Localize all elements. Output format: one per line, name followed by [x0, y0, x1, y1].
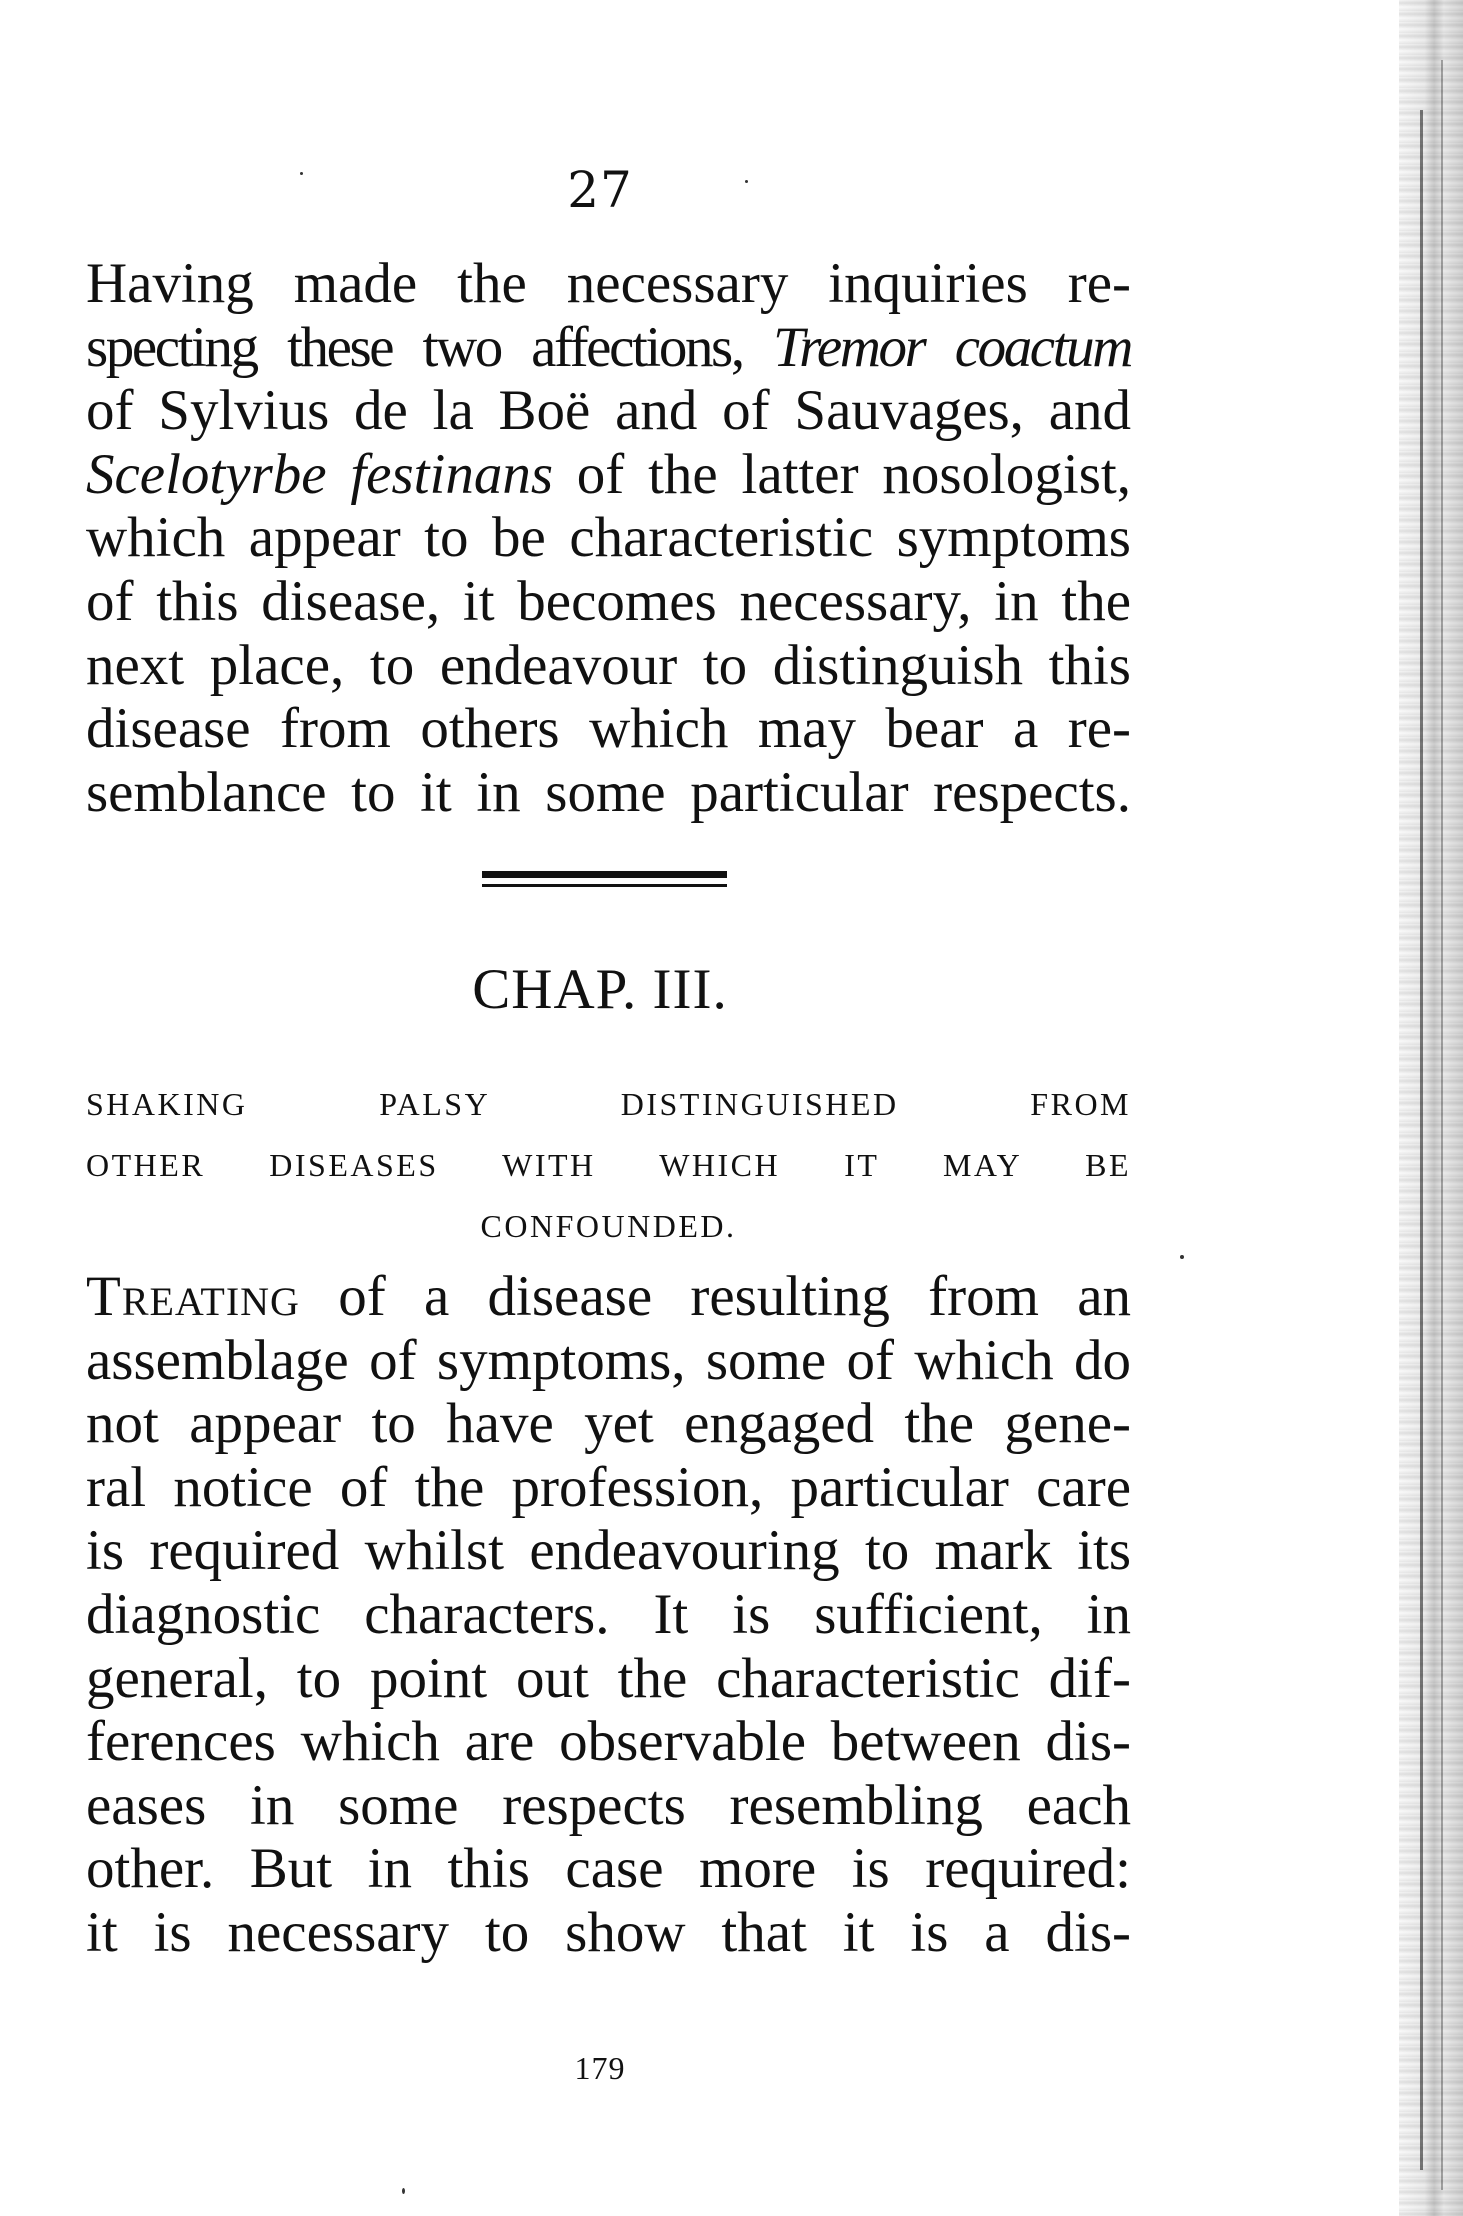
intro-line-8: disease from others which may bear a re- — [86, 697, 1131, 761]
intro-line-1: Having made the necessary inquiries re- — [86, 252, 1131, 315]
page-number: 27 — [567, 161, 633, 219]
chapter-subtitle-line-3: CONFOUNDED. — [480, 1208, 737, 1244]
body-line-5: is required whilst endeavouring to mark its — [86, 1519, 1131, 1583]
intro-line-4-text: of the latter nosologist, — [553, 442, 1131, 506]
intro-paragraph — [86, 252, 1131, 824]
intro-line-4 — [86, 443, 1131, 507]
intro-line-2-italic: Tremor coactum — [773, 315, 1131, 379]
intro-line-2 — [86, 316, 1131, 380]
scan-speck — [402, 2188, 405, 2194]
body-line-1 — [86, 1265, 1131, 1329]
body-line-10: other. But in this case more is required: — [86, 1837, 1131, 1901]
body-line-11: it is necessary to show that it is a dis- — [86, 1900, 1131, 1964]
binding-edge — [1399, 0, 1463, 2216]
body-line-6: diagnostic characters. It is sufficient, in — [86, 1582, 1131, 1646]
intro-line-9: semblance to it in some particular respects. — [86, 760, 1131, 824]
body-line-4: ral notice of the profession, particular care — [86, 1455, 1131, 1519]
body-line-9: eases in some respects resembling each — [86, 1773, 1131, 1837]
scan-speck — [300, 172, 303, 175]
intro-line-2-text: specting these two affections, — [86, 315, 773, 379]
intro-line-6: of this disease, it becomes necessary, in the — [86, 569, 1131, 633]
body-paragraph — [86, 1265, 1131, 1965]
signature-mark: 179 — [574, 2050, 626, 2086]
intro-line-5: which appear to be characteristic symptoms — [86, 506, 1131, 570]
intro-line-3: of Sylvius de la Boë and of Sauvages, and — [86, 379, 1131, 443]
body-line-8: ferences which are observable between dis- — [86, 1710, 1131, 1774]
binding-line-secondary — [1441, 60, 1443, 2190]
binding-line — [1420, 110, 1423, 2170]
section-rule-thick — [482, 871, 727, 878]
chapter-subtitle-line-1: SHAKING PALSY DISTINGUISHED FROM — [86, 1086, 1131, 1122]
body-line-1-smallcaps: Treating — [86, 1265, 300, 1328]
body-line-3: not appear to have yet engaged the gene- — [86, 1392, 1131, 1456]
body-line-7: general, to point out the characteristic dif- — [86, 1646, 1131, 1710]
chapter-heading: CHAP. III. — [472, 958, 728, 1021]
body-line-2: assemblage of symptoms, some of which do — [86, 1328, 1131, 1392]
chapter-subtitle-line-2: OTHER DISEASES WITH WHICH IT MAY BE — [86, 1147, 1131, 1183]
scan-speck — [1180, 1255, 1184, 1259]
scan-speck — [745, 180, 748, 183]
intro-line-4-italic: Scelotyrbe festinans — [86, 442, 554, 506]
body-line-1-text: of a disease resulting from an — [299, 1265, 1131, 1328]
section-rule-thin — [482, 884, 727, 887]
chapter-subtitle — [86, 1074, 1131, 1257]
intro-line-7: next place, to endeavour to distinguish this — [86, 633, 1131, 697]
